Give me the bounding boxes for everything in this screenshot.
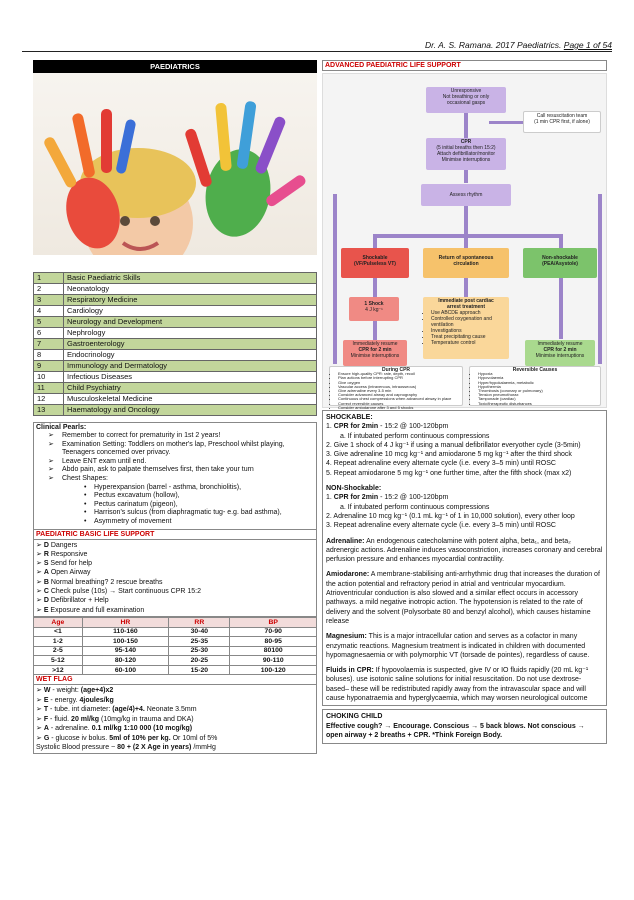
nonshockable-step-3: 3. Repeat adrenaline every alternate cycle (i.e. every 3–5 min) until ROSC xyxy=(326,522,556,530)
flow-post-arrest xyxy=(423,297,509,359)
contents-label: Neurology and Development xyxy=(64,317,317,328)
flow-call-team: Call resuscitation team (1 min CPR first, if alone) xyxy=(523,111,601,133)
contents-row xyxy=(34,328,317,339)
vitals-cell: 100-120 xyxy=(230,665,317,675)
bls-item: ➢ D Dangers xyxy=(34,541,316,550)
cpr-title: CPR xyxy=(460,139,472,145)
vitals-row xyxy=(34,646,317,656)
contents-row xyxy=(34,339,317,350)
pearl-item: ➢ Examination Setting: Toddlers on mother's lap, Preschool whilst playing, Teenagers concerned over privacy. xyxy=(36,441,314,458)
nonshockable-step-2: 2. Adrenaline 10 mcg kg⁻¹ (0.1 mL kg⁻¹ of 1 in 10,000 solution), every other loop xyxy=(326,512,575,520)
cpr-text: (5 initial breaths then 15:2) Attach defibrillator/monitor Minimise interruptions xyxy=(436,145,496,163)
pearl-item: • Pectus carinatum (pigeon), xyxy=(36,501,314,510)
als-title: ADVANCED PAEDIATRIC LIFE SUPPORT xyxy=(322,60,607,71)
flow-resume-right xyxy=(525,340,595,366)
resume-left-title: Immediately resume xyxy=(352,341,398,347)
shockable-step-1a: a. If intubated perform continuous compressions xyxy=(340,432,490,440)
contents-number: 11 xyxy=(34,383,64,394)
clinical-pearls-box xyxy=(33,422,317,530)
contents-row xyxy=(34,394,317,405)
contents-label: Infectious Diseases xyxy=(64,372,317,383)
clinical-pearls-heading: Clinical Pearls: xyxy=(36,424,87,431)
reversible-cause-item: • Hypoxia xyxy=(478,372,599,376)
systolic-bp xyxy=(34,743,316,752)
wet-flag-box xyxy=(33,685,317,754)
flow-cpr xyxy=(426,138,506,170)
flow-reversible-causes xyxy=(469,366,601,406)
vitals-cell: 80-95 xyxy=(230,637,317,647)
resume-left-sub: Minimise interruptions xyxy=(350,353,400,359)
photo-illustration xyxy=(33,73,317,255)
contents-number: 2 xyxy=(34,284,64,295)
vitals-cell: <1 xyxy=(34,627,83,637)
contents-row xyxy=(34,284,317,295)
contents-table xyxy=(33,272,317,416)
flow-assess-rhythm: Assess rhythm xyxy=(421,184,511,206)
contents-label: Cardiology xyxy=(64,306,317,317)
nonshockable-heading: NON-Shockable: xyxy=(326,485,382,493)
vitals-header: Age xyxy=(34,617,83,627)
post-arrest-item: • Temperature control xyxy=(431,340,508,346)
contents-row xyxy=(34,317,317,328)
left-column xyxy=(33,60,317,754)
page-header xyxy=(425,40,612,50)
vitals-table xyxy=(33,617,317,676)
flow-one-shock xyxy=(349,297,399,321)
contents-row xyxy=(34,383,317,394)
contents-label: Respiratory Medicine xyxy=(64,295,317,306)
bls-item: ➢ D Defibrillator + Help xyxy=(34,596,316,605)
flow-shockable: Shockable (VF/Pulseless VT) xyxy=(341,248,409,278)
right-column xyxy=(322,60,607,744)
contents-number: 3 xyxy=(34,295,64,306)
contents-number: 13 xyxy=(34,405,64,416)
pearl-item: • Hyperexpansion (barrel - asthma, bronchiolitis), xyxy=(36,484,314,493)
wet-flag-item: ➢ F - fluid. 20 ml/kg (10mg/kg in trauma and DKA) xyxy=(36,715,194,723)
reversible-cause-item: • Toxic/therapeutic disturbances xyxy=(478,402,599,406)
shockable-box xyxy=(322,410,607,706)
fluids-paragraph: Fluids in CPR: If hypovolaemia is suspected, give IV or IO fluids rapidly (20 mL kg⁻¹ boluses). use isotonic saline solutions for initial resuscitation. Do not use dextrose-based– these will be redistributed rapidly away from the intravascular space and will cause hyponatraemia and hyperglycaemia, which may worsen neurological outcome xyxy=(326,667,589,703)
vitals-cell: 70-90 xyxy=(230,627,317,637)
child-painted-hands-photo xyxy=(33,73,317,255)
nonshockable-step-1: 1. CPR for 2min - 15:2 @ 100-120bpm xyxy=(326,494,449,502)
contents-number: 6 xyxy=(34,328,64,339)
bls-item: ➢ E Exposure and full examination xyxy=(34,606,316,615)
contents-row xyxy=(34,273,317,284)
shockable-step-2: 2. Give 1 shock of 4 J kg⁻¹ if using a manual defibrillator everyother cycle (3-5min) xyxy=(326,441,581,449)
wet-flag-item: ➢ T - tube. int diameter: (age/4)+4. Neonate 3.5mm xyxy=(36,706,197,714)
page-number: Page 1 of 54 xyxy=(563,40,612,50)
post-arrest-title: Immediate post cardiac arrest treatment xyxy=(438,298,494,310)
amiodarone-paragraph: Amiodarone: A membrane-stabilising anti-arrhythmic drug that increases the duration of the action potential and refractory period in atrial and ventricular myocardium. Atrioventricular conduction is also slowed and a similar effect occurs in accessory pathways. a mild negative inotropic action. The hypotension is related to the rate of delivery and the solvent (Polysorbate 80 and benzyl alcohol), which causes histamine release xyxy=(326,571,600,625)
wet-flag-item: ➢ W - weight: (age+4)x2 xyxy=(36,687,114,695)
during-cpr-item: • Vascular access (intravenous, intraosseous) xyxy=(338,385,461,389)
resume-left-bold: CPR for 2 min xyxy=(358,347,392,353)
pearl-item: ➢ Abdo pain, ask to palpate themselves first, then take your turn xyxy=(36,466,314,475)
during-cpr-item: • Ensure high-quality CPR: rate, depth, recoil xyxy=(338,372,461,376)
resume-right-title: Immediately resume xyxy=(537,341,583,347)
contents-label: Immunology and Dermatology xyxy=(64,361,317,372)
bls-box xyxy=(33,540,317,617)
contents-label: Child Psychiatry xyxy=(64,383,317,394)
flow-resume-left xyxy=(343,340,407,366)
post-arrest-item: • Investigations xyxy=(431,328,508,334)
post-arrest-item: • Controlled oxygenation and ventilation xyxy=(431,316,508,328)
contents-label: Nephrology xyxy=(64,328,317,339)
vitals-header: RR xyxy=(169,617,230,627)
flow-during-cpr xyxy=(329,366,463,410)
flow-nonshockable: Non-shockable (PEA/Asystole) xyxy=(523,248,597,278)
shockable-step-4: 4. Repeat adrenaline every alternate cycle (i.e. every 3–5 min) until ROSC xyxy=(326,460,556,468)
vitals-cell: 100-150 xyxy=(82,637,169,647)
contents-label: Musculoskeletal Medicine xyxy=(64,394,317,405)
vitals-cell: 20-25 xyxy=(169,656,230,666)
pearl-item: • Harrison's sulcus (from diaphragmatic tug- e.g. bad asthma), xyxy=(36,509,314,518)
clinical-pearls-list xyxy=(36,432,314,527)
choking-title: CHOKING CHILD xyxy=(326,713,383,721)
contents-row xyxy=(34,361,317,372)
vitals-cell: 110-160 xyxy=(82,627,169,637)
resume-right-bold: CPR for 2 min xyxy=(543,347,577,353)
flow-unresponsive: Unresponsive Not breathing or only occasional gasps xyxy=(426,87,506,113)
contents-number: 5 xyxy=(34,317,64,328)
vitals-cell: 5-12 xyxy=(34,656,83,666)
contents-label: Basic Paediatric Skills xyxy=(64,273,317,284)
nonshockable-step-1a: a. If intubated perform continuous compressions xyxy=(340,503,490,511)
vitals-cell: >12 xyxy=(34,665,83,675)
contents-label: Haematology and Oncology xyxy=(64,405,317,416)
during-cpr-item: • Continuous chest compressions when advanced airway in place xyxy=(338,397,461,401)
during-cpr-item: • Give oxygen xyxy=(338,381,461,385)
bls-item: ➢ S Send for help xyxy=(34,559,316,568)
header-text: Dr. A. S. Ramana. 2017 Paediatrics. xyxy=(425,40,564,50)
shockable-heading: SHOCKABLE: xyxy=(326,414,373,421)
during-cpr-item: • Consider advanced airway and capnography xyxy=(338,393,461,397)
vitals-row xyxy=(34,665,317,675)
contents-row xyxy=(34,372,317,383)
wet-flag-list xyxy=(34,686,316,742)
during-cpr-list xyxy=(331,372,461,410)
paediatrics-title: PAEDIATRICS xyxy=(33,60,317,73)
bls-item: ➢ R Responsive xyxy=(34,550,316,559)
vitals-cell: 60-100 xyxy=(82,665,169,675)
sbp-unit: /mmHg xyxy=(191,743,216,751)
contents-number: 9 xyxy=(34,361,64,372)
flow-rosc: Return of spontaneous circulation xyxy=(423,248,509,278)
vitals-cell: 25-30 xyxy=(169,646,230,656)
one-shock-title: 1 Shock xyxy=(364,301,384,307)
reversible-cause-item: • Hyper/hypokalaemia, metabolic xyxy=(478,381,599,385)
post-arrest-list xyxy=(424,310,508,346)
pearl-item: ➢ Remember to correct for prematurity in 1st 2 years! xyxy=(36,432,314,441)
shockable-step-3: 3. Give adrenaline 10 mcg kg⁻¹ and amiodarone 5 mg kg⁻¹ after the third shock xyxy=(326,451,572,459)
bls-item: ➢ C Check pulse (10s) → Start continuous CPR 15:2 xyxy=(34,587,316,596)
vitals-row xyxy=(34,656,317,666)
pearl-item: ➢ Chest Shapes: xyxy=(36,475,314,484)
reversible-cause-item: • Hypovolaemia xyxy=(478,376,599,380)
vitals-cell: 1-2 xyxy=(34,637,83,647)
header-rule xyxy=(22,51,612,52)
reversible-cause-item: • Hypothermia xyxy=(478,385,599,389)
contents-number: 4 xyxy=(34,306,64,317)
vitals-header: BP xyxy=(230,617,317,627)
contents-label: Endocrinology xyxy=(64,350,317,361)
bls-item: ➢ B Normal breathing? 2 rescue breaths xyxy=(34,578,316,587)
vitals-cell: 15-20 xyxy=(169,665,230,675)
contents-number: 7 xyxy=(34,339,64,350)
sbp-formula: 80 + (2 X Age in years) xyxy=(117,743,192,751)
contents-number: 1 xyxy=(34,273,64,284)
choking-child-box xyxy=(322,709,607,743)
vitals-cell: 90-110 xyxy=(230,656,317,666)
reversible-cause-item: • Tamponade (cardiac) xyxy=(478,397,599,401)
reversible-cause-item: • Tension pneumothorax xyxy=(478,393,599,397)
vitals-cell: 30-40 xyxy=(169,627,230,637)
one-shock-dose: 4 J kg⁻¹ xyxy=(365,307,383,313)
vitals-cell: 2-5 xyxy=(34,646,83,656)
contents-row xyxy=(34,295,317,306)
during-cpr-item: • Plan actions before interrupting CPR xyxy=(338,376,461,380)
vitals-row xyxy=(34,637,317,647)
post-arrest-item: • Use ABCDE approach xyxy=(431,310,508,316)
reversible-cause-item: • Thrombosis (coronary or pulmonary) xyxy=(478,389,599,393)
wet-flag-item: ➢ E - energy. 4joules/kg xyxy=(36,696,114,704)
bls-item: ➢ A Open Airway xyxy=(34,568,316,577)
choking-text: Effective cough? → Encourage. Conscious → 5 back blows. Not conscious → open airway + 2 breaths + CPR. *Think Foreign Body. xyxy=(326,722,585,740)
vitals-row xyxy=(34,627,317,637)
bls-list xyxy=(34,541,316,615)
adrenaline-paragraph: Adrenaline: An endogenous catecholamine with potent alpha, beta₁, and beta₂ adrenergic actions. Adrenaline induces vasoconstriction, increases coronary and cerebral perfusion pressure and enhances myocardial contractility. xyxy=(326,537,603,564)
vitals-cell: 95-140 xyxy=(82,646,169,656)
contents-label: Gastroenterology xyxy=(64,339,317,350)
contents-label: Neonatology xyxy=(64,284,317,295)
reversible-causes-list xyxy=(471,372,599,406)
bls-title: PAEDIATRIC BASIC LIFE SUPPORT xyxy=(33,530,317,540)
wet-flag-title: WET FLAG xyxy=(33,675,317,685)
sbp-text: Systolic Blood pressure ~ xyxy=(36,743,118,751)
post-arrest-item: • Treat precipitating cause xyxy=(431,334,508,340)
during-cpr-item: • Consider amiodarone after 3 and 5 shocks xyxy=(338,406,461,410)
shockable-step-1: 1. CPR for 2min - 15:2 @ 100-120bpm xyxy=(326,423,449,431)
contents-number: 10 xyxy=(34,372,64,383)
als-flowchart xyxy=(322,73,607,408)
wet-flag-item: ➢ A - adrenaline. 0.1 ml/kg 1:10 000 (10 mcg/kg) xyxy=(36,725,193,733)
contents-row xyxy=(34,306,317,317)
during-cpr-item: • Give adrenaline every 3-5 min xyxy=(338,389,461,393)
vitals-cell: 80100 xyxy=(230,646,317,656)
pearl-item: • Asymmetry of movement xyxy=(36,518,314,527)
during-cpr-title: During CPR xyxy=(381,367,411,373)
contents-number: 8 xyxy=(34,350,64,361)
vitals-header: HR xyxy=(82,617,169,627)
resume-right-sub: Minimise interruptions xyxy=(535,353,585,359)
contents-number: 12 xyxy=(34,394,64,405)
vitals-cell: 25-35 xyxy=(169,637,230,647)
magnesium-paragraph: Magnesium: This is a major intracellular cation and serves as a cofactor in many enzymatic reactions. Magnesium treatment is indicated in children with documented hypomagnesaemia or with polymorphic VT (torsade de pointes), regardless of cause. xyxy=(326,633,590,659)
pearl-item: • Pectus excavatum (hollow), xyxy=(36,492,314,501)
reversible-causes-title: Reversible Causes xyxy=(512,367,558,373)
contents-row xyxy=(34,350,317,361)
shockable-step-5: 5. Repeat amiodarone 5 mg kg⁻¹ one further time, after the fifth shock (max x2) xyxy=(326,469,572,477)
vitals-cell: 80-120 xyxy=(82,656,169,666)
during-cpr-item: • Correct reversible causes xyxy=(338,402,461,406)
wet-flag-item: ➢ G - glucose iv bolus. 5ml of 10% per kg. Or 10ml of 5% xyxy=(36,734,218,742)
pearl-item: ➢ Leave ENT exam until end. xyxy=(36,458,314,467)
contents-row xyxy=(34,405,317,416)
